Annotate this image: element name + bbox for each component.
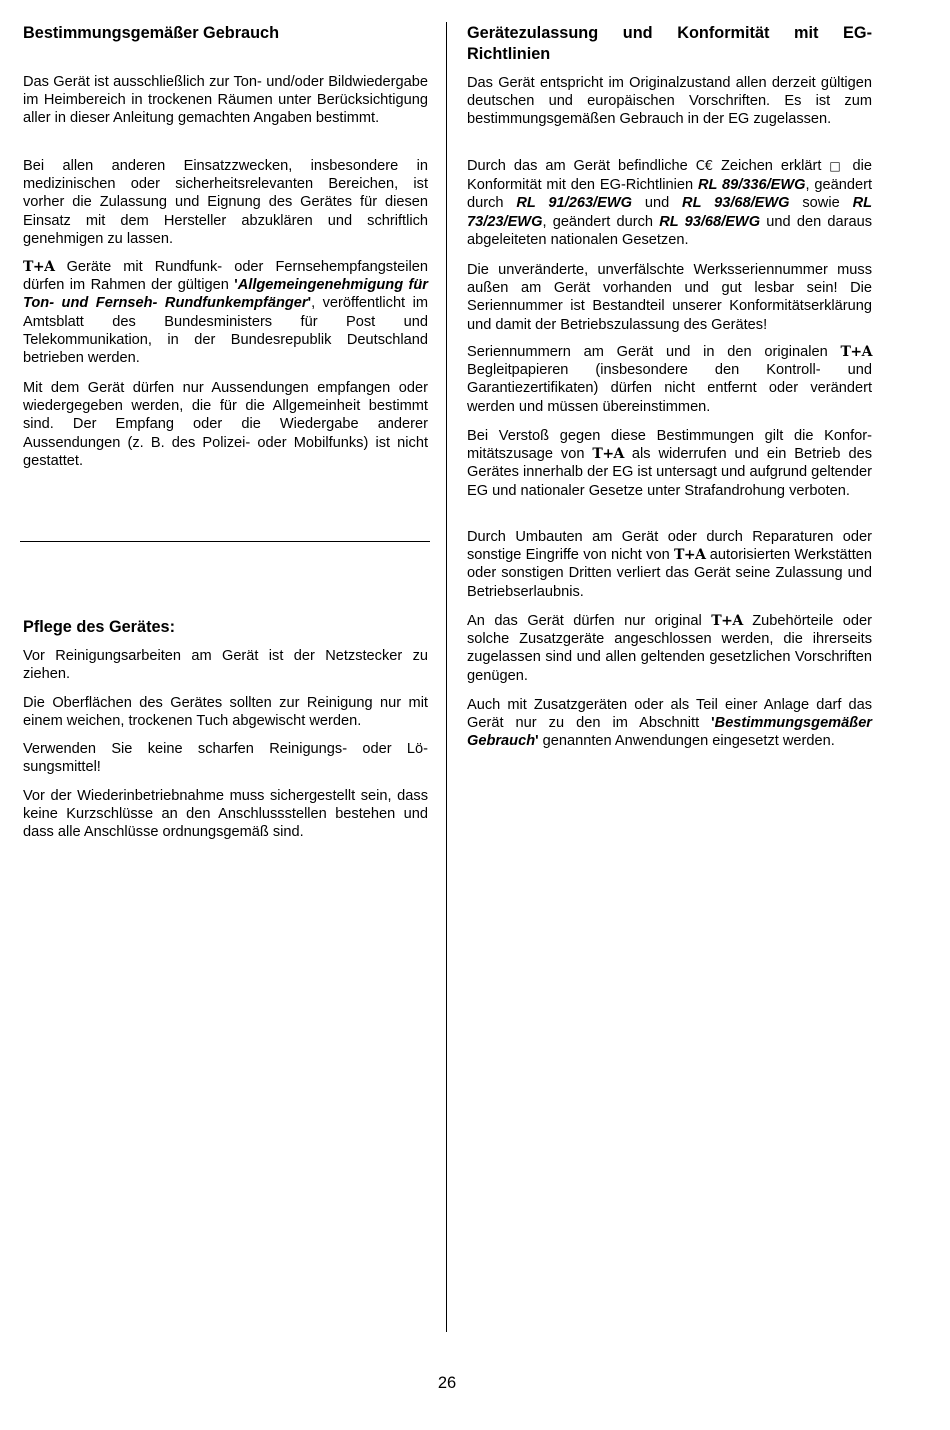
column-divider — [446, 22, 447, 1332]
regulation-title: Allgemeingenehmigung für Ton- und Fernseh- Rundfunkempfänger — [23, 277, 428, 312]
care-paragraph-1: Vor Reinigungsarbeiten am Gerät ist der Netzstecker zu ziehen. — [23, 648, 428, 683]
ta-logo: T+A — [673, 547, 706, 564]
conformity-paragraph-1: Das Gerät entspricht im Originalzustand allen derzeit gültigen deutschen und europäischen Vorschriften. Es ist zum bestimmungsgemäßen Gebrauch in der EG zugelassen. — [467, 75, 872, 128]
conformity-paragraph-4: Seriennummern am Gerät und in den originalen T+A Begleitpapieren (insbesondere den Kontroll- und Garantiezertifikaten) dürfen nicht entfernt oder verändert werden und müssen übereinstimmen. — [467, 344, 872, 415]
ta-logo: T+A — [23, 259, 55, 275]
page-number: 26 — [437, 1374, 457, 1392]
care-paragraph-3: Verwenden Sie keine scharfen Reinigungs- oder Lösungsmittel! — [23, 741, 428, 776]
ta-logo: T+A — [840, 344, 872, 360]
section-divider — [20, 541, 430, 542]
conformity-paragraph-3: Die unveränderte, unverfälschte Werksseriennummer muss außen am Gerät vorhanden und gut lesbar sein! Die Seriennummer ist Bestandteil unserer Konformitätserklärung und damit der Betriebszulassung des Gerätes! — [467, 262, 872, 333]
conformity-paragraph-2: Durch das am Gerät befindliche C€ Zeichen erklärt □ die Konformität mit den EG-Richtlinien RL 89/336/EWG, geändert durch RL 91/263/EWG und RL 93/68/EWG sowie RL 73/23/EWG, geändert durch RL 93/68/EWG und den daraus abgeleiteten nationalen Gesetzen. — [467, 158, 873, 248]
intended-use-paragraph-3: T+A Geräte mit Rundfunk- oder Fernsehempfangsteilen dürfen im Rahmen der gültigen 'Allgemeingenehmigung für Ton- und Fernseh- Rundfunkempfänger', veröffentlicht im Amtsblatt des Bundesministers für Post und Telekommunikation, in der Bundesrepublik Deutschland betrieben werden. — [23, 259, 428, 367]
heading-conformity: Gerätezulassung und Konformität mit EG-Richtlinien — [467, 24, 872, 63]
care-paragraph-2: Die Oberflächen des Gerätes sollten zur Reinigung nur mit einem weichen, trockenen Tuch abgewischt werden. — [23, 695, 428, 730]
intended-use-paragraph-4: Mit dem Gerät dürfen nur Aussendungen empfangen oder wiedergegeben werden, die für die Allgemeinheit bestimmt sind. Der Empfang oder die Wiedergabe anderer Aussendungen (z. B. des Polizei- oder Mobilfunks) ist nicht gestattet. — [23, 380, 428, 469]
ta-logo: T+A — [592, 446, 624, 463]
heading-intended-use: Bestimmungsgemäßer Gebrauch — [23, 24, 280, 42]
missing-glyph-icon: □ — [829, 159, 845, 173]
care-paragraph-4: Vor der Wiederinbetriebnahme muss sichergestellt sein, dass keine Kurzschlüsse an den Anschlussstellen bestehen und dass alle Anschlüsse ordnungsgemäß sind. — [23, 788, 428, 841]
conformity-paragraph-5: Bei Verstoß gegen diese Bestimmungen gilt die Konformitätszusage von T+A als widerrufen und ein Betrieb des Gerätes innerhalb der EG ist untersagt und aufgrund geltender EG und nationaler Gesetze unter Strafandrohung verboten. — [467, 428, 872, 499]
intended-use-paragraph-1: Das Gerät ist ausschließlich zur Ton- und/oder Bildwiedergabe im Heimbereich in trockenen Räumen unter Berücksichtigung aller in dieser Anleitung gemachten Angaben bestimmt. — [23, 74, 428, 127]
ta-logo: T+A — [711, 613, 743, 629]
intended-use-paragraph-2: Bei allen anderen Einsatzzwecken, insbesondere in medizinischen oder sicherheitsrelevanten Bereichen, ist vorher die Zulassung und Eignung des Gerätes für diesen Einsatz mit dem Hersteller abzuklären und schriftlich genehmigen zu lassen. — [23, 158, 428, 247]
conformity-paragraph-7: An das Gerät dürfen nur original T+A Zubehörteile oder solche Zusatzgeräte angeschlossen werden, die ihrerseits zugelassen sind und allen geltenden gesetzlichen Vorschriften genügen. — [467, 613, 873, 684]
ce-mark-icon: C€ — [695, 159, 714, 174]
heading-care: Pflege des Gerätes: — [23, 618, 176, 636]
conformity-paragraph-8: Auch mit Zusatzgeräten oder als Teil einer Anlage darf das Gerät nur zu den im Abschnitt 'Bestimmungsgemäßer Gebrauch' genannten Anwendungen eingesetzt werden. — [467, 697, 872, 750]
conformity-paragraph-6: Durch Umbauten am Gerät oder durch Reparaturen oder sonstige Eingriffe von nicht von T+A autorisierten Werkstätten oder sonstigen Dritten verliert das Gerät seine Zulassung und Betriebserlaubnis. — [467, 529, 872, 600]
